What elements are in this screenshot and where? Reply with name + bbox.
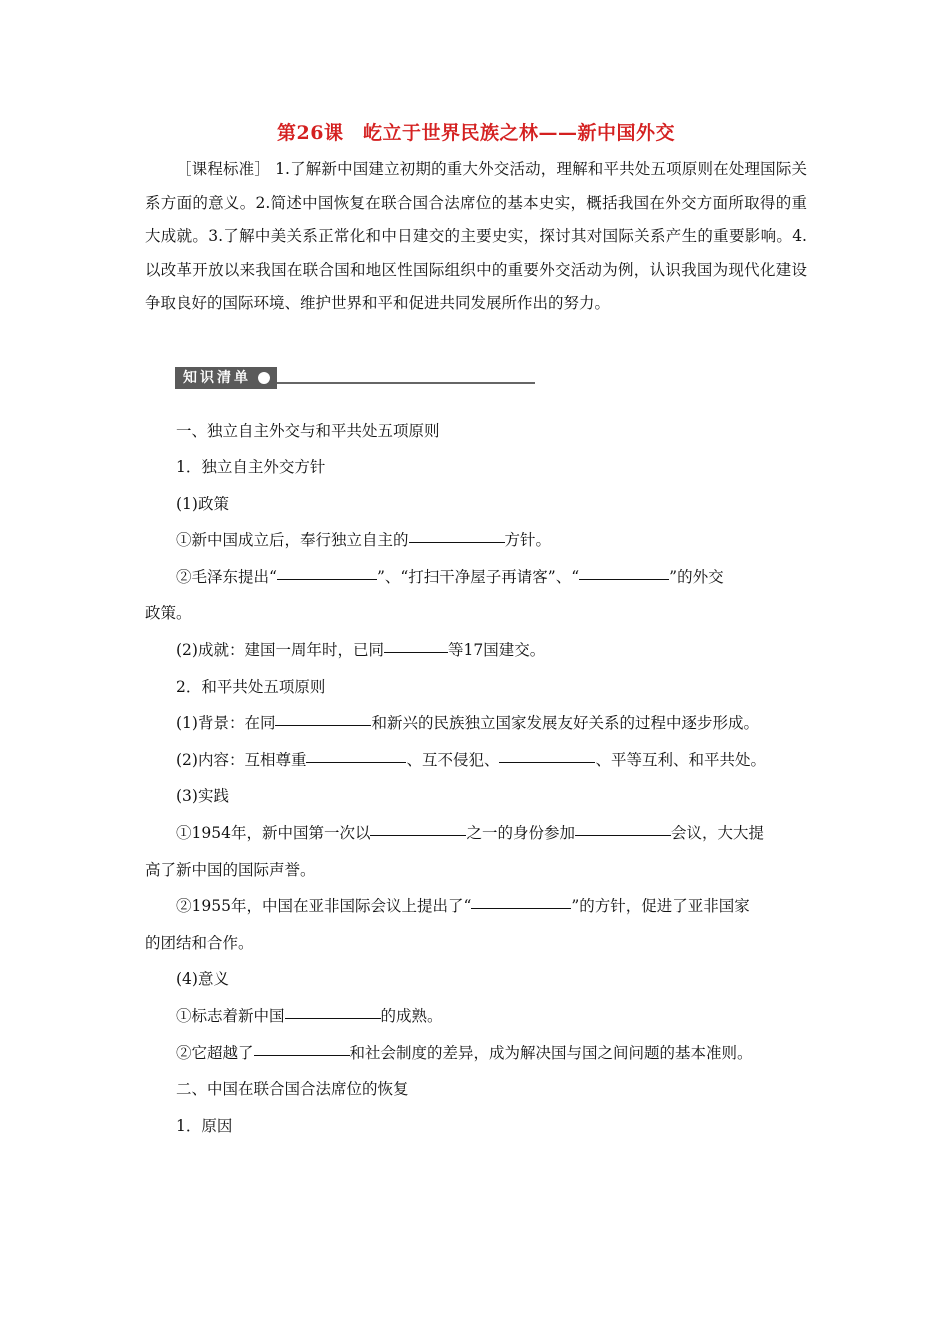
dot-icon [258,372,270,384]
subsection-heading: 1．原因 [176,1116,233,1135]
fill-line [145,559,807,596]
subsection-heading: 1．独立自主外交方针 [176,458,326,477]
answer-blank[interactable] [409,527,505,544]
text-segment: (2)成就：建国一周年时，已同 [176,641,384,660]
text-segment: 和新兴的民族独立国家发展友好关系的过程中逐步形成。 [371,714,759,733]
text-segment: ②毛泽东提出“ [176,567,277,586]
text-segment: ”的外交 [669,567,724,586]
text-segment: 等17国建交。 [447,641,546,660]
answer-blank[interactable] [579,563,669,580]
knowledge-list-banner [175,365,807,391]
answer-blank[interactable] [285,1003,381,1020]
text-segment: ②它超越了 [176,1043,254,1062]
subsection-heading: 2．和平共处五项原则 [176,677,326,696]
fill-line [145,742,807,779]
fill-line [145,998,807,1035]
item-heading: (1)政策 [176,494,229,513]
section-heading-2: 二、中国在联合国合法席位的恢复 [176,1080,409,1099]
banner-box [175,367,277,389]
curriculum-standards: ［课程标准］ 1.了解新中国建立初期的重大外交活动，理解和平共处五项原则在处理国际关系方面的意义。2.简述中国恢复在联合国合法席位的基本史实，概括我国在外交方面所取得的重大成就。3.了解中美关系正常化和中日建交的主要史实，探讨其对国际关系产生的重要影响。4.以改革开放以来我国在联合国和地区性国际组织中的重要外交活动为例，认识我国为现代化建设争取良好的国际环境、维护世界和平和促进共同发展所作出的努力。 [145,160,807,312]
text-segment: ”的方针，促进了亚非国家 [571,897,750,916]
fill-line-continued: 高了新中国的国际声誉。 [145,860,316,879]
text-segment: 方针。 [504,531,552,550]
answer-blank[interactable] [306,746,406,763]
answer-blank[interactable] [277,563,377,580]
section-heading-1: 一、独立自主外交与和平共处五项原则 [176,421,440,440]
text-segment: ①1954年，新中国第一次以 [176,824,371,843]
fill-line [145,522,807,559]
answer-blank[interactable] [575,820,671,837]
lesson-title: 第26课 屹立于世界民族之林——新中国外交 [277,122,675,144]
item-heading: (4)意义 [176,970,229,989]
text-segment: ”、“打扫干净屋子再请客”、“ [376,567,580,586]
text-segment: ①标志着新中国 [176,1007,285,1025]
text-segment: 之一的身份参加 [466,824,575,843]
text-segment: (2)内容：互相尊重 [176,750,307,769]
banner-divider [277,382,535,384]
fill-line [145,1035,807,1072]
fill-line-continued: 政策。 [145,604,192,623]
fill-line [145,815,807,852]
item-heading: (3)实践 [176,787,229,806]
text-segment: ①新中国成立后，奉行独立自主的 [176,531,409,550]
text-segment: 、平等互利、和平共处。 [595,750,766,769]
text-segment: 、互不侵犯、 [406,750,500,769]
document-page [145,118,807,1144]
answer-blank[interactable] [275,710,371,727]
fill-line-continued: 的团结和合作。 [145,933,254,952]
text-segment: (1)背景：在同 [176,714,276,733]
banner-label: 知识清单 [183,369,251,386]
fill-line [145,705,807,742]
text-segment: 会议，大大提 [670,824,764,843]
text-segment: 和社会制度的差异，成为解决国与国之间问题的基本准则。 [349,1043,753,1062]
answer-blank[interactable] [254,1039,350,1056]
answer-blank[interactable] [499,746,595,763]
content [145,413,807,1145]
answer-blank[interactable] [471,893,571,910]
answer-blank[interactable] [384,637,448,654]
text-segment: 的成熟。 [380,1007,443,1025]
text-segment: ②1955年，中国在亚非国际会议上提出了“ [176,897,472,916]
fill-line [145,888,807,925]
answer-blank[interactable] [370,820,466,837]
fill-line [145,632,807,669]
